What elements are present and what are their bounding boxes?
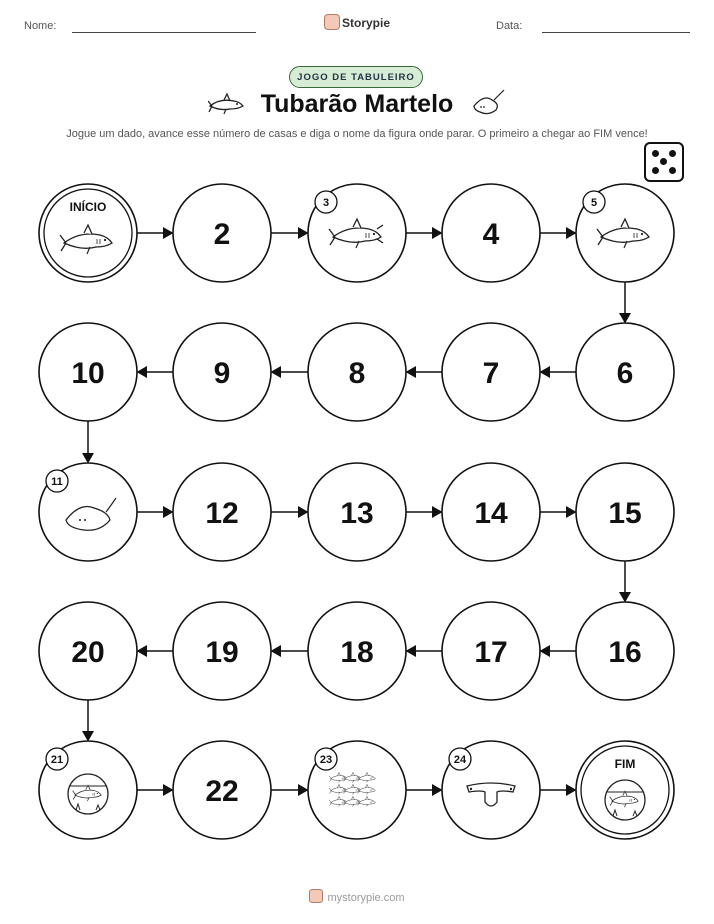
space-number: 6 — [616, 357, 634, 390]
storypie-logo-icon — [309, 889, 323, 903]
space-number: 7 — [482, 357, 500, 390]
shark-aquarium-icon — [68, 774, 108, 814]
space-number-badge: 3 — [322, 197, 330, 209]
space-number: 8 — [348, 357, 366, 390]
board-space — [576, 184, 674, 282]
name-label: Nome: — [24, 20, 57, 32]
board-space — [442, 741, 540, 839]
space-number: 20 — [71, 636, 105, 669]
brand-name: Storypie — [341, 16, 390, 30]
board-space — [308, 602, 406, 700]
shark-school-icon — [329, 772, 375, 806]
space-number-badge: 21 — [50, 754, 64, 766]
space-number: 17 — [474, 636, 508, 669]
board-space — [173, 184, 271, 282]
board-space — [576, 323, 674, 421]
board-space — [576, 602, 674, 700]
board-space — [442, 323, 540, 421]
board-space — [173, 463, 271, 561]
board-space — [308, 184, 406, 282]
space-number: 4 — [482, 218, 500, 251]
space-number-badge: 11 — [51, 476, 63, 488]
space-number-badge: 5 — [590, 197, 598, 209]
board-space — [173, 741, 271, 839]
start-label: INÍCIO — [69, 200, 107, 214]
space-number-badge: 23 — [319, 754, 333, 766]
footer — [0, 889, 714, 904]
board-space — [308, 463, 406, 561]
space-number: 2 — [213, 218, 231, 251]
board-space — [308, 741, 406, 839]
space-number-badge: 24 — [453, 754, 467, 766]
board-space — [442, 463, 540, 561]
page-title: Tubarão Martelo — [260, 90, 454, 118]
space-number: 12 — [205, 497, 239, 530]
finish-label: FIM — [614, 757, 636, 771]
game-type-badge: JOGO DE TABULEIRO — [289, 66, 423, 88]
board-space — [308, 323, 406, 421]
space-number: 16 — [608, 636, 642, 669]
finish-space — [576, 741, 674, 839]
instructions: Jogue um dado, avance esse número de casas e diga o nome da figura onde parar. O primeiro a chegar ao FIM vence! — [66, 128, 648, 140]
space-number: 18 — [340, 636, 374, 669]
space-number: 15 — [608, 497, 642, 530]
board-space — [442, 184, 540, 282]
board-space — [576, 463, 674, 561]
date-label: Data: — [496, 20, 523, 32]
space-number: 19 — [205, 636, 239, 669]
space-number: 9 — [213, 357, 231, 390]
space-number: 10 — [71, 357, 105, 390]
board-space — [39, 463, 137, 561]
start-space — [39, 184, 137, 282]
space-number: 13 — [340, 497, 374, 530]
board-space — [39, 602, 137, 700]
board-space — [173, 602, 271, 700]
space-number: 22 — [205, 775, 239, 808]
footer-url: mystorypie.com — [327, 892, 405, 904]
shark-aquarium-icon — [605, 780, 645, 820]
board-space — [173, 323, 271, 421]
board-space — [442, 602, 540, 700]
board-space — [39, 323, 137, 421]
space-number: 14 — [474, 497, 508, 530]
board-space — [39, 741, 137, 839]
